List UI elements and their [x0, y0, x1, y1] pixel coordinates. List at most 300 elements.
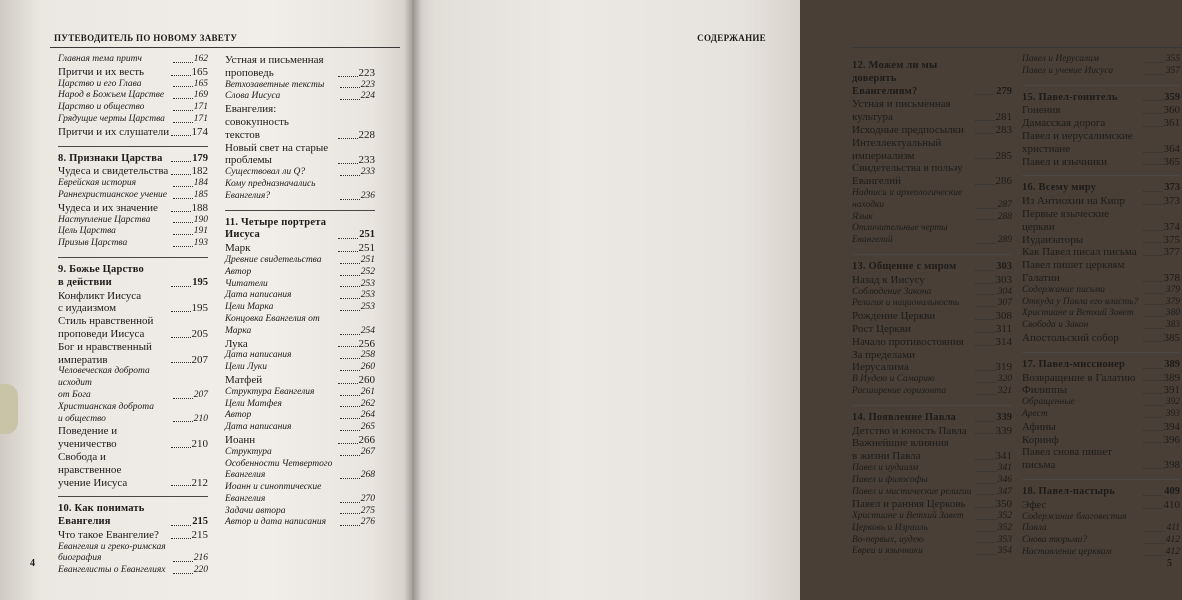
toc-entry-title: Читатели — [225, 278, 268, 289]
toc-entry[interactable] — [58, 126, 208, 139]
toc-entry-page: 341 — [995, 450, 1012, 463]
toc-entry-title: Павел снова пишет письма — [1022, 446, 1112, 472]
toc-entry-page: 339 — [996, 411, 1012, 423]
toc-entry[interactable] — [58, 451, 208, 489]
toc-entry-page: 275 — [360, 505, 375, 516]
toc-entry-page: 267 — [360, 446, 375, 457]
dot-leader — [1143, 152, 1163, 153]
toc-entry-title: Павел и мистические религии — [852, 486, 972, 497]
dot-leader — [171, 286, 191, 287]
toc-entry[interactable] — [1022, 104, 1180, 117]
toc-entry[interactable] — [1022, 332, 1180, 345]
section-divider — [58, 257, 208, 258]
toc-entry-title: Притчи и их весть — [58, 65, 145, 78]
toc-entry[interactable] — [58, 79, 208, 91]
toc-chapter-heading[interactable] — [1022, 92, 1180, 105]
toc-entry-page: 165 — [193, 78, 208, 89]
dot-leader — [1143, 113, 1163, 114]
toc-entry-title: Свобода и Закон — [1022, 320, 1089, 331]
toc-entry-page: 339 — [995, 424, 1012, 437]
dot-leader — [1143, 100, 1163, 101]
dot-leader — [977, 306, 997, 307]
toc-chapter-heading[interactable] — [1022, 182, 1180, 195]
toc-entry[interactable] — [225, 374, 375, 387]
toc-entry[interactable] — [852, 463, 1012, 475]
toc-entry-title: Снова тюрьма? — [1022, 535, 1088, 546]
toc-entry[interactable] — [225, 242, 375, 255]
toc-entry[interactable] — [852, 437, 1012, 463]
toc-entry-title: Религия и национальность — [852, 298, 960, 309]
toc-entry-title: Содержание благовестия — [1022, 511, 1127, 522]
dot-leader — [171, 485, 191, 486]
dot-leader — [173, 98, 193, 99]
toc-entry[interactable] — [58, 238, 208, 250]
dot-leader — [171, 362, 191, 363]
toc-entry-page: 409 — [1164, 485, 1180, 497]
toc-entry[interactable] — [58, 366, 208, 401]
toc-entry-page: 352 — [997, 522, 1012, 533]
toc-entry-title: Евангелия: совокупность текстов — [225, 103, 289, 141]
toc-entry-page: 190 — [193, 214, 208, 225]
toc-entry-title: Возвращение в Галатию — [1022, 371, 1136, 384]
section-divider — [58, 496, 208, 497]
toc-chapter-heading[interactable] — [852, 60, 1012, 98]
toc-entry-title: Павел и ранняя Церковь — [852, 498, 966, 511]
toc-entry-page: 360 — [1163, 104, 1180, 117]
toc-entry[interactable] — [852, 546, 1012, 558]
header-rule-left — [50, 47, 400, 48]
toc-entry[interactable] — [1022, 208, 1180, 234]
dot-leader — [1145, 74, 1165, 75]
dot-leader — [975, 433, 995, 434]
toc-entry[interactable] — [225, 167, 375, 179]
toc-entry[interactable] — [225, 387, 375, 399]
toc-entry[interactable] — [852, 287, 1012, 299]
toc-entry-title: Дата написания — [225, 350, 292, 361]
toc-entry-title: Человеческая доброта исходит от Бога — [58, 366, 150, 400]
dot-leader — [1145, 304, 1165, 305]
dot-leader — [975, 184, 995, 185]
toc-entry-title: Наступление Царства — [58, 214, 151, 225]
toc-entry[interactable] — [58, 202, 208, 215]
toc-entry[interactable] — [58, 341, 208, 367]
toc-entry[interactable] — [225, 80, 375, 92]
toc-entry[interactable] — [1022, 130, 1180, 156]
toc-entry-title: Коринф — [1022, 433, 1059, 446]
toc-entry[interactable] — [1022, 195, 1180, 208]
toc-entry[interactable] — [225, 459, 375, 483]
dot-leader — [977, 554, 997, 555]
toc-entry-page: 228 — [358, 128, 375, 141]
toc-entry-title: Афины — [1022, 420, 1056, 433]
toc-entry-title: Структура — [225, 446, 272, 457]
toc-entry-page: 165 — [191, 65, 208, 78]
toc-entry-page: 220 — [193, 565, 208, 576]
dot-leader — [340, 310, 360, 311]
toc-entry[interactable] — [225, 350, 375, 362]
dot-leader — [340, 395, 360, 396]
toc-entry-page: 182 — [191, 165, 208, 178]
toc-entry[interactable] — [58, 165, 208, 178]
toc-entry[interactable] — [1022, 246, 1180, 259]
toc-entry[interactable] — [225, 447, 375, 459]
toc-entry[interactable] — [852, 336, 1012, 349]
toc-entry-page: 260 — [360, 362, 375, 373]
toc-entry[interactable] — [225, 179, 375, 203]
toc-entry[interactable] — [225, 302, 375, 314]
toc-entry-title: Автор — [225, 410, 252, 421]
toc-entry[interactable] — [1022, 523, 1180, 535]
toc-entry[interactable] — [852, 386, 1012, 398]
dot-leader — [1143, 393, 1163, 394]
toc-entry[interactable] — [1022, 512, 1180, 524]
toc-entry[interactable] — [225, 517, 375, 529]
toc-entry-page: 179 — [192, 152, 208, 164]
toc-entry-page: 412 — [1165, 535, 1180, 546]
toc-entry[interactable] — [852, 323, 1012, 336]
toc-entry[interactable] — [852, 98, 1012, 124]
toc-entry-page: 188 — [191, 201, 208, 214]
dot-leader — [975, 270, 995, 271]
dot-leader — [340, 406, 360, 407]
header-rule-right — [852, 47, 1182, 48]
toc-entry-title: Концовка Евангелия от Марка — [225, 313, 320, 336]
toc-entry[interactable] — [225, 255, 375, 267]
toc-entry[interactable] — [1022, 320, 1180, 332]
toc-entry-title: Древние свидетельства — [225, 254, 322, 265]
toc-entry-title: 9. Божье Царство в действии — [58, 263, 145, 288]
toc-entry[interactable] — [225, 279, 375, 291]
toc-entry-title: Детство и юность Павла — [852, 424, 967, 437]
toc-entry[interactable] — [58, 226, 208, 238]
toc-entry[interactable] — [225, 434, 375, 447]
toc-entry[interactable] — [225, 362, 375, 374]
toc-entry-page: 365 — [1163, 155, 1180, 168]
toc-entry[interactable] — [58, 114, 208, 126]
dot-leader — [340, 298, 360, 299]
toc-entry[interactable] — [852, 425, 1012, 438]
toc-entry[interactable] — [58, 529, 208, 542]
running-head-left: ПУТЕВОДИТЕЛЬ ПО НОВОМУ ЗАВЕТУ — [54, 33, 238, 43]
toc-entry-page: 319 — [995, 361, 1012, 374]
toc-entry[interactable] — [1022, 547, 1180, 559]
toc-entry[interactable] — [852, 274, 1012, 287]
toc-entry-title: Стиль нравственной проповеди Иисуса — [58, 315, 154, 340]
toc-entry[interactable] — [852, 498, 1012, 511]
dot-leader — [340, 275, 360, 276]
toc-entry[interactable] — [852, 212, 1012, 224]
toc-entry[interactable] — [58, 402, 208, 426]
toc-entry[interactable] — [58, 315, 208, 341]
toc-entry-page: 303 — [995, 273, 1012, 286]
toc-entry-page: 260 — [358, 373, 375, 386]
dot-leader — [977, 483, 997, 484]
toc-entry-page: 314 — [995, 335, 1012, 348]
dot-leader — [1143, 204, 1163, 205]
toc-entry[interactable] — [1022, 54, 1180, 66]
toc-entry-page: 379 — [1165, 284, 1180, 295]
toc-entry[interactable] — [1022, 259, 1180, 285]
toc-entry-page: 251 — [360, 254, 375, 265]
toc-entry[interactable] — [852, 535, 1012, 547]
toc-entry-title: Еврейская история — [58, 178, 137, 189]
toc-entry[interactable] — [1022, 446, 1180, 472]
dot-leader — [1145, 417, 1165, 418]
toc-entry[interactable] — [852, 137, 1012, 163]
toc-entry[interactable] — [852, 374, 1012, 386]
toc-entry-title: Христиане и Ветхий Завет — [852, 511, 964, 522]
dot-leader — [340, 418, 360, 419]
toc-entry[interactable] — [1022, 308, 1180, 320]
toc-chapter-heading[interactable] — [1022, 359, 1180, 372]
toc-entry-page: 276 — [360, 517, 375, 528]
toc-entry[interactable] — [58, 215, 208, 227]
toc-entry-page: 279 — [996, 85, 1012, 97]
toc-entry[interactable] — [1022, 535, 1180, 547]
toc-entry[interactable] — [852, 124, 1012, 137]
toc-entry-title: Дата написания — [225, 290, 292, 301]
dot-leader — [1143, 442, 1163, 443]
toc-entry[interactable] — [1022, 117, 1180, 130]
toc-entry[interactable] — [1022, 285, 1180, 297]
dot-leader — [171, 161, 191, 162]
toc-entry-title: Иоанн и синоптические Евангелия — [225, 482, 322, 504]
toc-entry-page: 364 — [1163, 142, 1180, 155]
toc-entry[interactable] — [1022, 397, 1180, 409]
toc-entry[interactable] — [225, 482, 375, 506]
toc-entry-title: Цели Матфея — [225, 398, 282, 409]
toc-entry-title: Важнейшие влияния в жизни Павла — [852, 437, 949, 463]
toc-chapter-heading[interactable] — [58, 264, 208, 290]
toc-entry-page: 283 — [995, 123, 1012, 136]
toc-entry-page: 378 — [1163, 271, 1180, 284]
dot-leader — [338, 346, 358, 347]
dot-leader — [1145, 531, 1165, 532]
toc-entry-page: 354 — [997, 546, 1012, 557]
toc-entry[interactable] — [58, 290, 208, 316]
toc-entry-title: 8. Признаки Царства — [58, 152, 163, 164]
toc-entry[interactable] — [852, 487, 1012, 499]
toc-entry[interactable] — [225, 267, 375, 279]
toc-entry[interactable] — [58, 542, 208, 566]
toc-column-4 — [1022, 54, 1180, 559]
toc-entry-title: Дамасская дорога — [1022, 117, 1106, 130]
toc-entry[interactable] — [225, 54, 375, 80]
toc-entry[interactable] — [1022, 156, 1180, 169]
toc-entry[interactable] — [1022, 297, 1180, 309]
toc-chapter-heading[interactable] — [852, 261, 1012, 274]
toc-entry-title: Содержание письма — [1022, 284, 1106, 295]
section-divider — [1022, 85, 1180, 86]
toc-entry-title: Отличительные черты Евангелий — [852, 223, 948, 246]
toc-entry[interactable] — [852, 162, 1012, 188]
dot-leader — [975, 507, 995, 508]
toc-entry-page: 304 — [997, 286, 1012, 297]
toc-entry[interactable] — [58, 565, 208, 577]
left-page — [0, 0, 414, 600]
toc-entry-page: 389 — [1163, 371, 1180, 384]
dot-leader — [173, 398, 193, 399]
toc-entry-page: 210 — [193, 413, 208, 424]
dot-leader — [975, 332, 995, 333]
toc-entry-page: 212 — [191, 476, 208, 489]
toc-entry-title: Существовал ли Q? — [225, 167, 306, 178]
toc-entry-page: 253 — [360, 290, 375, 301]
dot-leader — [173, 246, 193, 247]
toc-entry[interactable] — [58, 54, 208, 66]
toc-entry-title: Что такое Евангелие? — [58, 528, 159, 541]
dot-leader — [1143, 508, 1163, 509]
dot-leader — [340, 175, 360, 176]
running-head-right: СОДЕРЖАНИЕ — [697, 33, 766, 43]
toc-entry[interactable] — [852, 511, 1012, 523]
toc-chapter-heading[interactable] — [225, 217, 375, 243]
toc-entry-title: Из Антиохии на Кипр — [1022, 195, 1125, 208]
toc-chapter-heading[interactable] — [58, 153, 208, 166]
toc-entry-title: 12. Можем ли мы доверять Евангелиям? — [852, 60, 938, 97]
dot-leader — [1143, 255, 1163, 256]
dot-leader — [1145, 405, 1165, 406]
toc-entry[interactable] — [58, 425, 208, 451]
toc-entry[interactable] — [1022, 434, 1180, 447]
dot-leader — [340, 513, 360, 514]
toc-entry-title: Иоанн — [225, 433, 256, 446]
toc-entry[interactable] — [225, 506, 375, 518]
toc-entry-page: 359 — [1164, 91, 1180, 103]
toc-entry[interactable] — [852, 188, 1012, 212]
toc-entry-title: Христианская доброта и общество — [58, 401, 154, 424]
dot-leader — [977, 294, 997, 295]
toc-chapter-heading[interactable] — [58, 503, 208, 529]
toc-entry-page: 412 — [1165, 546, 1180, 557]
toc-entry-page: 321 — [997, 385, 1012, 396]
toc-column-3 — [852, 54, 1012, 558]
dot-leader — [977, 382, 997, 383]
dot-leader — [171, 174, 191, 175]
toc-entry-page: 223 — [358, 66, 375, 79]
toc-entry-page: 195 — [192, 276, 208, 288]
toc-entry[interactable] — [58, 178, 208, 190]
toc-entry-page: 270 — [360, 493, 375, 504]
toc-chapter-heading[interactable] — [1022, 486, 1180, 499]
toc-entry-page: 251 — [358, 242, 375, 255]
toc-entry-page: 261 — [360, 386, 375, 397]
toc-entry-page: 207 — [193, 389, 208, 400]
dot-leader — [977, 208, 997, 209]
toc-entry-title: Арест — [1022, 408, 1048, 419]
toc-entry-page: 374 — [1163, 220, 1180, 233]
toc-entry[interactable] — [852, 310, 1012, 323]
toc-entry-page: 308 — [995, 310, 1012, 323]
toc-chapter-heading[interactable] — [852, 412, 1012, 425]
toc-entry-title: Цель Царства — [58, 226, 116, 237]
section-divider — [1022, 479, 1180, 480]
toc-entry[interactable] — [852, 298, 1012, 310]
toc-entry-title: Лука — [225, 337, 248, 350]
toc-entry[interactable] — [58, 66, 208, 79]
toc-entry-title: 11. Четыре портрета Иисуса — [225, 216, 327, 241]
toc-entry[interactable] — [225, 314, 375, 338]
dot-leader — [975, 459, 995, 460]
toc-entry-page: 193 — [193, 238, 208, 249]
toc-entry-title: Павел пишет церквям Галатии — [1022, 259, 1125, 284]
toc-entry[interactable] — [1022, 234, 1180, 247]
toc-entry-page: 398 — [1163, 459, 1180, 472]
toc-entry[interactable] — [1022, 66, 1180, 78]
section-divider — [852, 254, 1012, 255]
dot-leader — [171, 135, 191, 136]
toc-entry[interactable] — [225, 290, 375, 302]
dot-leader — [977, 471, 997, 472]
toc-entry-page: 380 — [1165, 308, 1180, 319]
dot-leader — [340, 370, 360, 371]
toc-entry[interactable] — [225, 338, 375, 351]
toc-entry-page: 266 — [358, 433, 375, 446]
toc-entry[interactable] — [225, 399, 375, 411]
toc-entry[interactable] — [225, 422, 375, 434]
toc-entry-title: Конфликт Иисуса с иудаизмом — [58, 289, 142, 315]
dot-leader — [1143, 495, 1163, 496]
toc-entry-page: 346 — [997, 474, 1012, 485]
toc-entry[interactable] — [1022, 372, 1180, 385]
toc-entry[interactable] — [58, 102, 208, 114]
toc-entry-page: 347 — [997, 486, 1012, 497]
toc-entry[interactable] — [852, 523, 1012, 535]
dot-leader — [338, 163, 358, 164]
toc-entry[interactable] — [1022, 384, 1180, 397]
toc-entry-page: 410 — [1163, 498, 1180, 511]
toc-entry[interactable] — [225, 91, 375, 103]
dot-leader — [975, 283, 995, 284]
dot-leader — [173, 86, 193, 87]
dot-leader — [171, 311, 191, 312]
right-page — [412, 0, 1180, 600]
dot-leader — [1145, 293, 1165, 294]
toc-entry-title: Новый свет на старые проблемы — [225, 141, 329, 167]
toc-entry-page: 286 — [995, 175, 1012, 188]
toc-entry[interactable] — [1022, 421, 1180, 434]
toc-entry-page: 251 — [359, 229, 375, 241]
toc-entry[interactable] — [225, 410, 375, 422]
toc-entry-title: Наставление церквам — [1022, 546, 1112, 557]
toc-entry[interactable] — [1022, 409, 1180, 421]
toc-entry-page: 223 — [360, 79, 375, 90]
toc-entry[interactable] — [58, 190, 208, 202]
toc-entry[interactable] — [225, 103, 375, 141]
toc-entry[interactable] — [852, 223, 1012, 247]
dot-leader — [171, 337, 191, 338]
dot-leader — [340, 358, 360, 359]
toc-entry[interactable] — [1022, 499, 1180, 512]
toc-entry-page: 268 — [360, 470, 375, 481]
toc-entry[interactable] — [225, 142, 375, 168]
toc-entry-page: 210 — [191, 438, 208, 451]
toc-entry-page: 379 — [1165, 296, 1180, 307]
toc-entry[interactable] — [852, 475, 1012, 487]
toc-entry-title: Структура Евангелия — [225, 386, 315, 397]
toc-entry[interactable] — [58, 90, 208, 102]
toc-entry[interactable] — [852, 349, 1012, 375]
toc-entry-title: Павел и учение Иисуса — [1022, 65, 1114, 76]
toc-entry-page: 205 — [191, 327, 208, 340]
toc-entry-page: 252 — [360, 266, 375, 277]
section-divider — [58, 146, 208, 147]
toc-entry-title: Обращенные — [1022, 397, 1075, 408]
dot-leader — [1145, 543, 1165, 544]
toc-entry-title: Бог и нравственный императив — [58, 340, 152, 366]
toc-entry-title: За пределами Иерусалима — [852, 348, 915, 374]
toc-entry-page: 224 — [360, 91, 375, 102]
